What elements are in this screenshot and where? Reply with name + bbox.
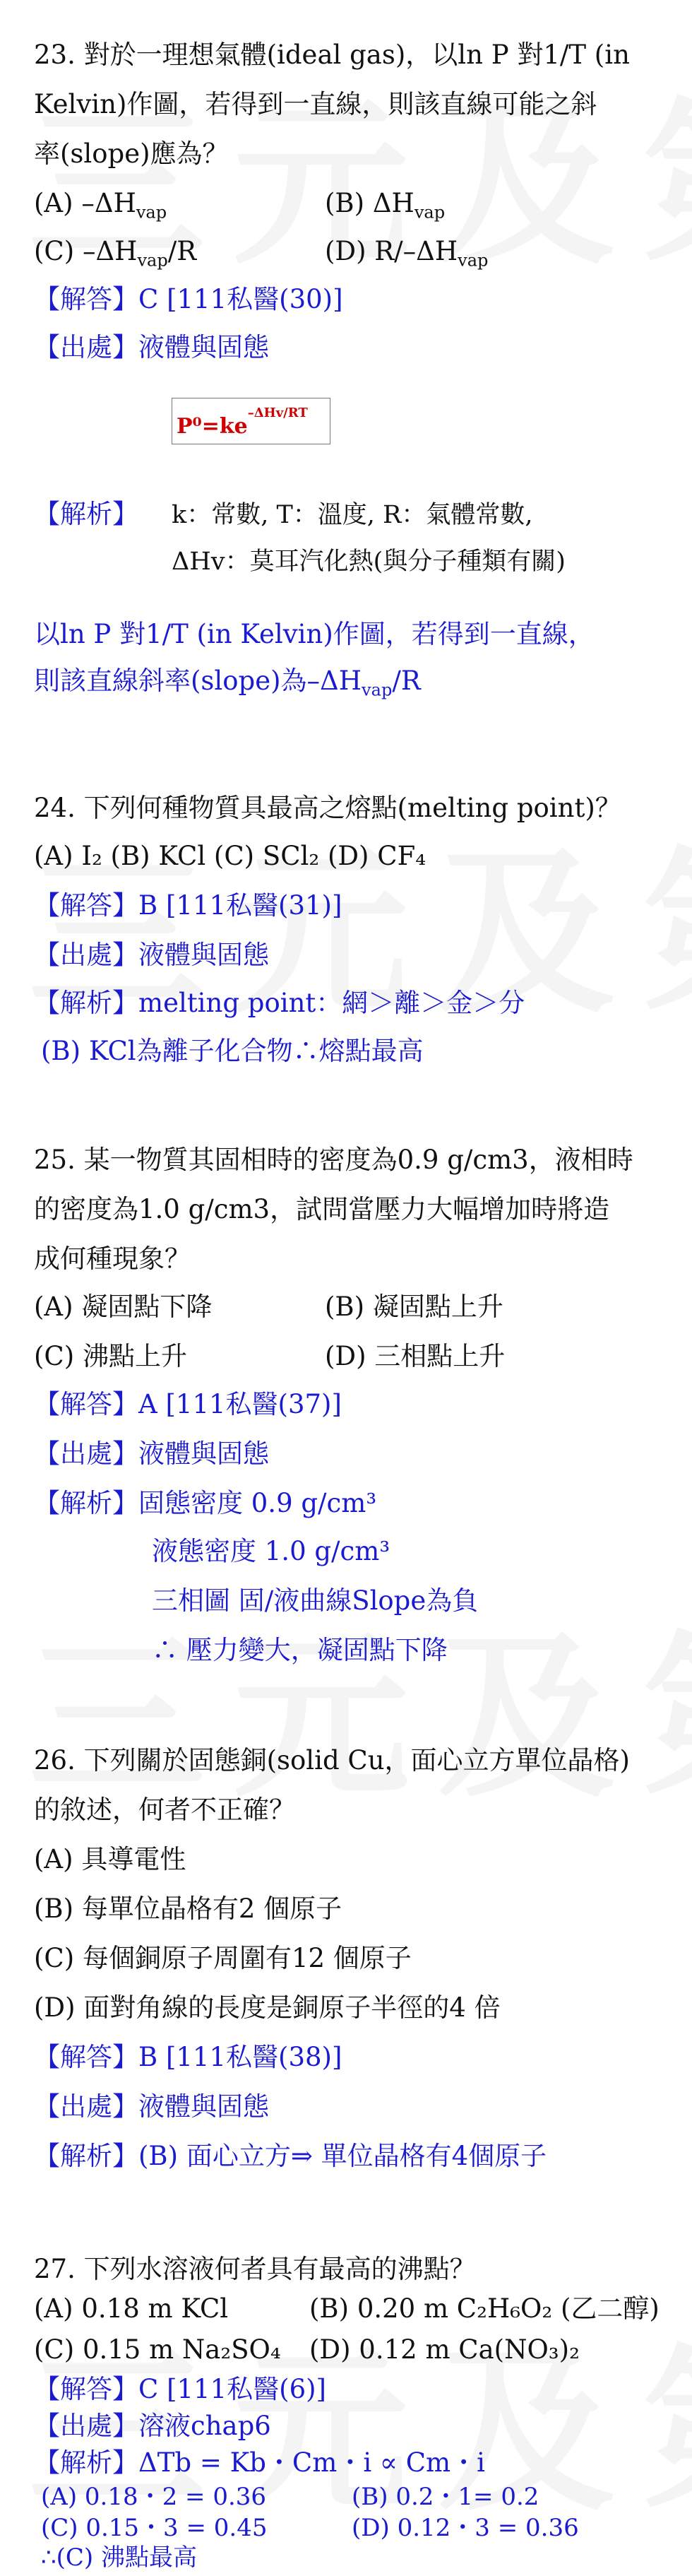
- q27-answer: 【解答】C [111私醫(6)]: [34, 2374, 326, 2404]
- q25-option-b: (B) 凝固點上升: [325, 1292, 503, 1322]
- q26-stem-2: 的敘述，何者不正確？: [34, 1795, 295, 1825]
- vapor-pressure-formula: $P^0=ke^{-\Delta Hv/RT}$: [172, 398, 330, 444]
- q23-stem-2: Kelvin)作圖，若得到一直線，則該直線可能之斜: [34, 89, 597, 119]
- q23-note-1: k：常數, T：溫度, R：氣體常數,: [172, 501, 533, 529]
- q25-stem-1: 25. 某一物質其固相時的密度為0.9 g/cm3，液相時: [34, 1145, 633, 1175]
- q25-stem-3: 成何種現象？: [34, 1243, 191, 1274]
- q27-calc-row-1: [41, 2481, 664, 2512]
- q25-answer: 【解答】A [111私醫(37)]: [34, 1389, 342, 1419]
- q27-option-d: (D) 0.12 m Ca(NO₃)₂: [309, 2334, 580, 2365]
- q23-option-d: (D) $R/-\Delta H_{vap}$: [325, 236, 489, 271]
- q27-option-c: (C) 0.15 m Na₂SO₄: [34, 2334, 281, 2365]
- q25-analysis-1: 【解析】固態密度 0.9 g/cm³: [34, 1488, 377, 1518]
- q24-source: 【出處】液體與固態: [34, 940, 269, 970]
- q25-analysis-2: 液態密度 1.0 g/cm³: [152, 1536, 390, 1566]
- q23-option-a: (A) $-\Delta H_{vap}$: [34, 188, 167, 223]
- q23-option-b: (B) $\Delta H_{vap}$: [325, 188, 446, 223]
- q26-option-d: (D) 面對角線的長度是銅原子半徑的4 倍: [34, 1992, 501, 2023]
- q23-options-row-1: [34, 185, 664, 230]
- q27-options-row-2: [34, 2334, 664, 2365]
- q25-analysis-3: 三相圖 固/液曲線Slope為負: [152, 1585, 479, 1616]
- q26-option-a: (A) 具導電性: [34, 1844, 186, 1874]
- q23-options-row-2: [34, 233, 664, 278]
- q27-options-row-1: [34, 2293, 664, 2324]
- q27-option-b: (B) 0.20 m C₂H₆O₂ (乙二醇): [309, 2293, 660, 2324]
- q27-stem: 27. 下列水溶液何者具有最高的沸點？: [34, 2254, 476, 2284]
- q27-option-a: (A) 0.18 m KCl: [34, 2293, 229, 2324]
- q24-analysis: 【解析】melting point：網＞離＞金＞分: [34, 988, 525, 1018]
- q25-source: 【出處】液體與固態: [34, 1438, 269, 1469]
- q23-option-c: (C) $-\Delta H_{vap}/R$: [34, 236, 197, 271]
- q26-stem-1: 26. 下列關於固態銅(solid Cu，面心立方單位晶格): [34, 1745, 630, 1776]
- q24-explanation: (B) KCl為離子化合物∴熔點最高: [41, 1036, 424, 1066]
- q23-explanation-2: 則該直線斜率(slope)為$-\Delta H_{vap}/R$: [34, 666, 421, 700]
- q23-source: 【出處】液體與固態: [34, 332, 269, 362]
- q27-calc-row-2: [41, 2512, 664, 2543]
- q24-options: (A) I₂ (B) KCl (C) SCl₂ (D) CF₄: [34, 841, 426, 871]
- q23-analysis-tag: 【解析】: [34, 499, 138, 529]
- q23-stem-1: 23. 對於一理想氣體(ideal gas)，以ln P 對1/T (in: [34, 40, 630, 70]
- q26-answer: 【解答】B [111私醫(38)]: [34, 2042, 342, 2072]
- q23-explanation-1: 以ln P 對1/T (in Kelvin)作圖，若得到一直線，: [34, 619, 595, 649]
- q26-option-b: (B) 每單位晶格有2 個原子: [34, 1893, 342, 1924]
- q27-conclusion: ∴(C) 沸點最高: [41, 2543, 197, 2572]
- q24-stem: 24. 下列何種物質具最高之熔點(melting point)？: [34, 793, 621, 823]
- q25-analysis-4: ∴ 壓力變大，凝固點下降: [152, 1635, 448, 1665]
- q25-option-a: (A) 凝固點下降: [34, 1292, 213, 1322]
- q27-analysis: 【解析】ΔTb = Kb・Cm・i ∝ Cm・i: [34, 2447, 485, 2478]
- q23-stem-3: 率(slope)應為？: [34, 138, 229, 169]
- q25-option-c: (C) 沸點上升: [34, 1341, 187, 1371]
- q25-options-row-2: [34, 1338, 664, 1375]
- q26-option-c: (C) 每個銅原子周圍有12 個原子: [34, 1943, 412, 1973]
- q24-answer: 【解答】B [111私醫(31)]: [34, 890, 342, 921]
- q27-calc-d: (D) 0.12・3 = 0.36: [352, 2514, 579, 2542]
- q26-source: 【出處】液體與固態: [34, 2091, 269, 2122]
- q23-answer: 【解答】C [111私醫(30)]: [34, 284, 343, 314]
- q27-calc-b: (B) 0.2・1= 0.2: [352, 2483, 539, 2511]
- q27-calc-c: (C) 0.15・3 = 0.45: [41, 2514, 268, 2542]
- q26-analysis: 【解析】(B) 面心立方⇒ 單位晶格有4個原子: [34, 2141, 547, 2171]
- q27-source: 【出處】溶液chap6: [34, 2411, 271, 2441]
- q25-stem-2: 的密度為1.0 g/cm3，試問當壓力大幅增加時將造: [34, 1194, 610, 1224]
- q25-options-row-1: [34, 1289, 664, 1325]
- q27-calc-a: (A) 0.18・2 = 0.36: [41, 2483, 267, 2511]
- q25-option-d: (D) 三相點上升: [325, 1341, 506, 1371]
- q23-note-2: ΔHv：莫耳汽化熱(與分子種類有關): [172, 548, 566, 576]
